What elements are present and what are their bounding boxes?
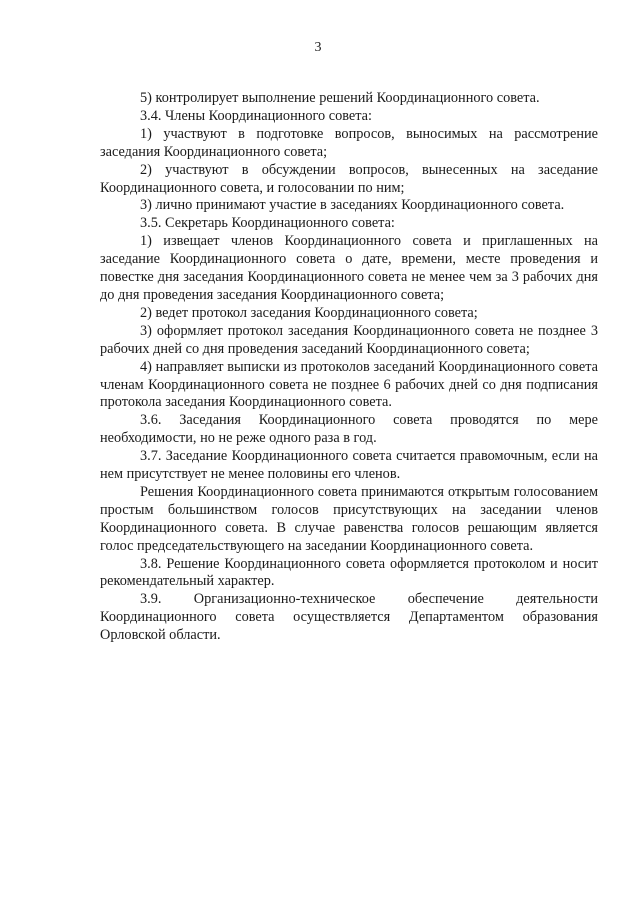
paragraph-decisions: Решения Координационного совета принимаются открытым голосованием простым большинством голосов присутствующих на заседании членов Координационного совета. В случае равенства голосов решающим является голос председательствующего на заседании Координационного совета. — [100, 483, 598, 554]
paragraph-secretary-item-4: 4) направляет выписки из протоколов заседаний Координационного совета членам Координационного совета не позднее 6 рабочих дней со дня подписания протокола заседания Координационного совета. — [100, 358, 598, 411]
paragraph-3-4-heading: 3.4. Члены Координационного совета: — [140, 107, 373, 124]
paragraph-secretary-item-3: 3) оформляет протокол заседания Координационного совета не позднее 3 рабочих дней со дня проведения заседаний Координационного совета; — [100, 322, 598, 357]
paragraph-item-5-control: 5) контролирует выполнение решений Координационного совета. — [140, 90, 540, 106]
paragraph-members-item-1: 1) участвуют в подготовке вопросов, выносимых на рассмотрение заседания Координационного совета; — [100, 125, 598, 160]
paragraph-members-item-3: 3) лично принимают участие в заседаниях Координационного совета. — [140, 197, 565, 214]
paragraph-secretary-item-1: 1) извещает членов Координационного совета и приглашенных на заседание Координационного совета о дате, времени, месте проведения и повестке дня заседания Координационного совета не менее чем за 3 рабочих дня до дня проведения заседания Координационного совета; — [100, 233, 598, 303]
paragraph-3-6: 3.6. Заседания Координационного совета проводятся по мере необходимости, но не реже одного раза в год. — [100, 412, 598, 447]
paragraph-3-8: 3.8. Решение Координационного совета оформляется протоколом и носит рекомендательный характер. — [100, 555, 598, 590]
document-body — [100, 90, 598, 645]
paragraph-3-5-heading: 3.5. Секретарь Координационного совета: — [140, 215, 395, 232]
paragraph-secretary-item-2: 2) ведет протокол заседания Координационного совета; — [140, 304, 478, 321]
paragraph-members-item-2: 2) участвуют в обсуждении вопросов, вынесенных на заседание Координационного совета, и голосовании по ним; — [100, 161, 598, 196]
paragraph-3-7: 3.7. Заседание Координационного совета считается правомочным, если на нем присутствует не менее половины его членов. — [100, 448, 598, 483]
page-number: 3 — [314, 40, 322, 55]
paragraph-3-9: 3.9. Организационно-техническое обеспечение деятельности Координационного совета осуществляется Департаментом образования Орловской области. — [100, 591, 598, 644]
